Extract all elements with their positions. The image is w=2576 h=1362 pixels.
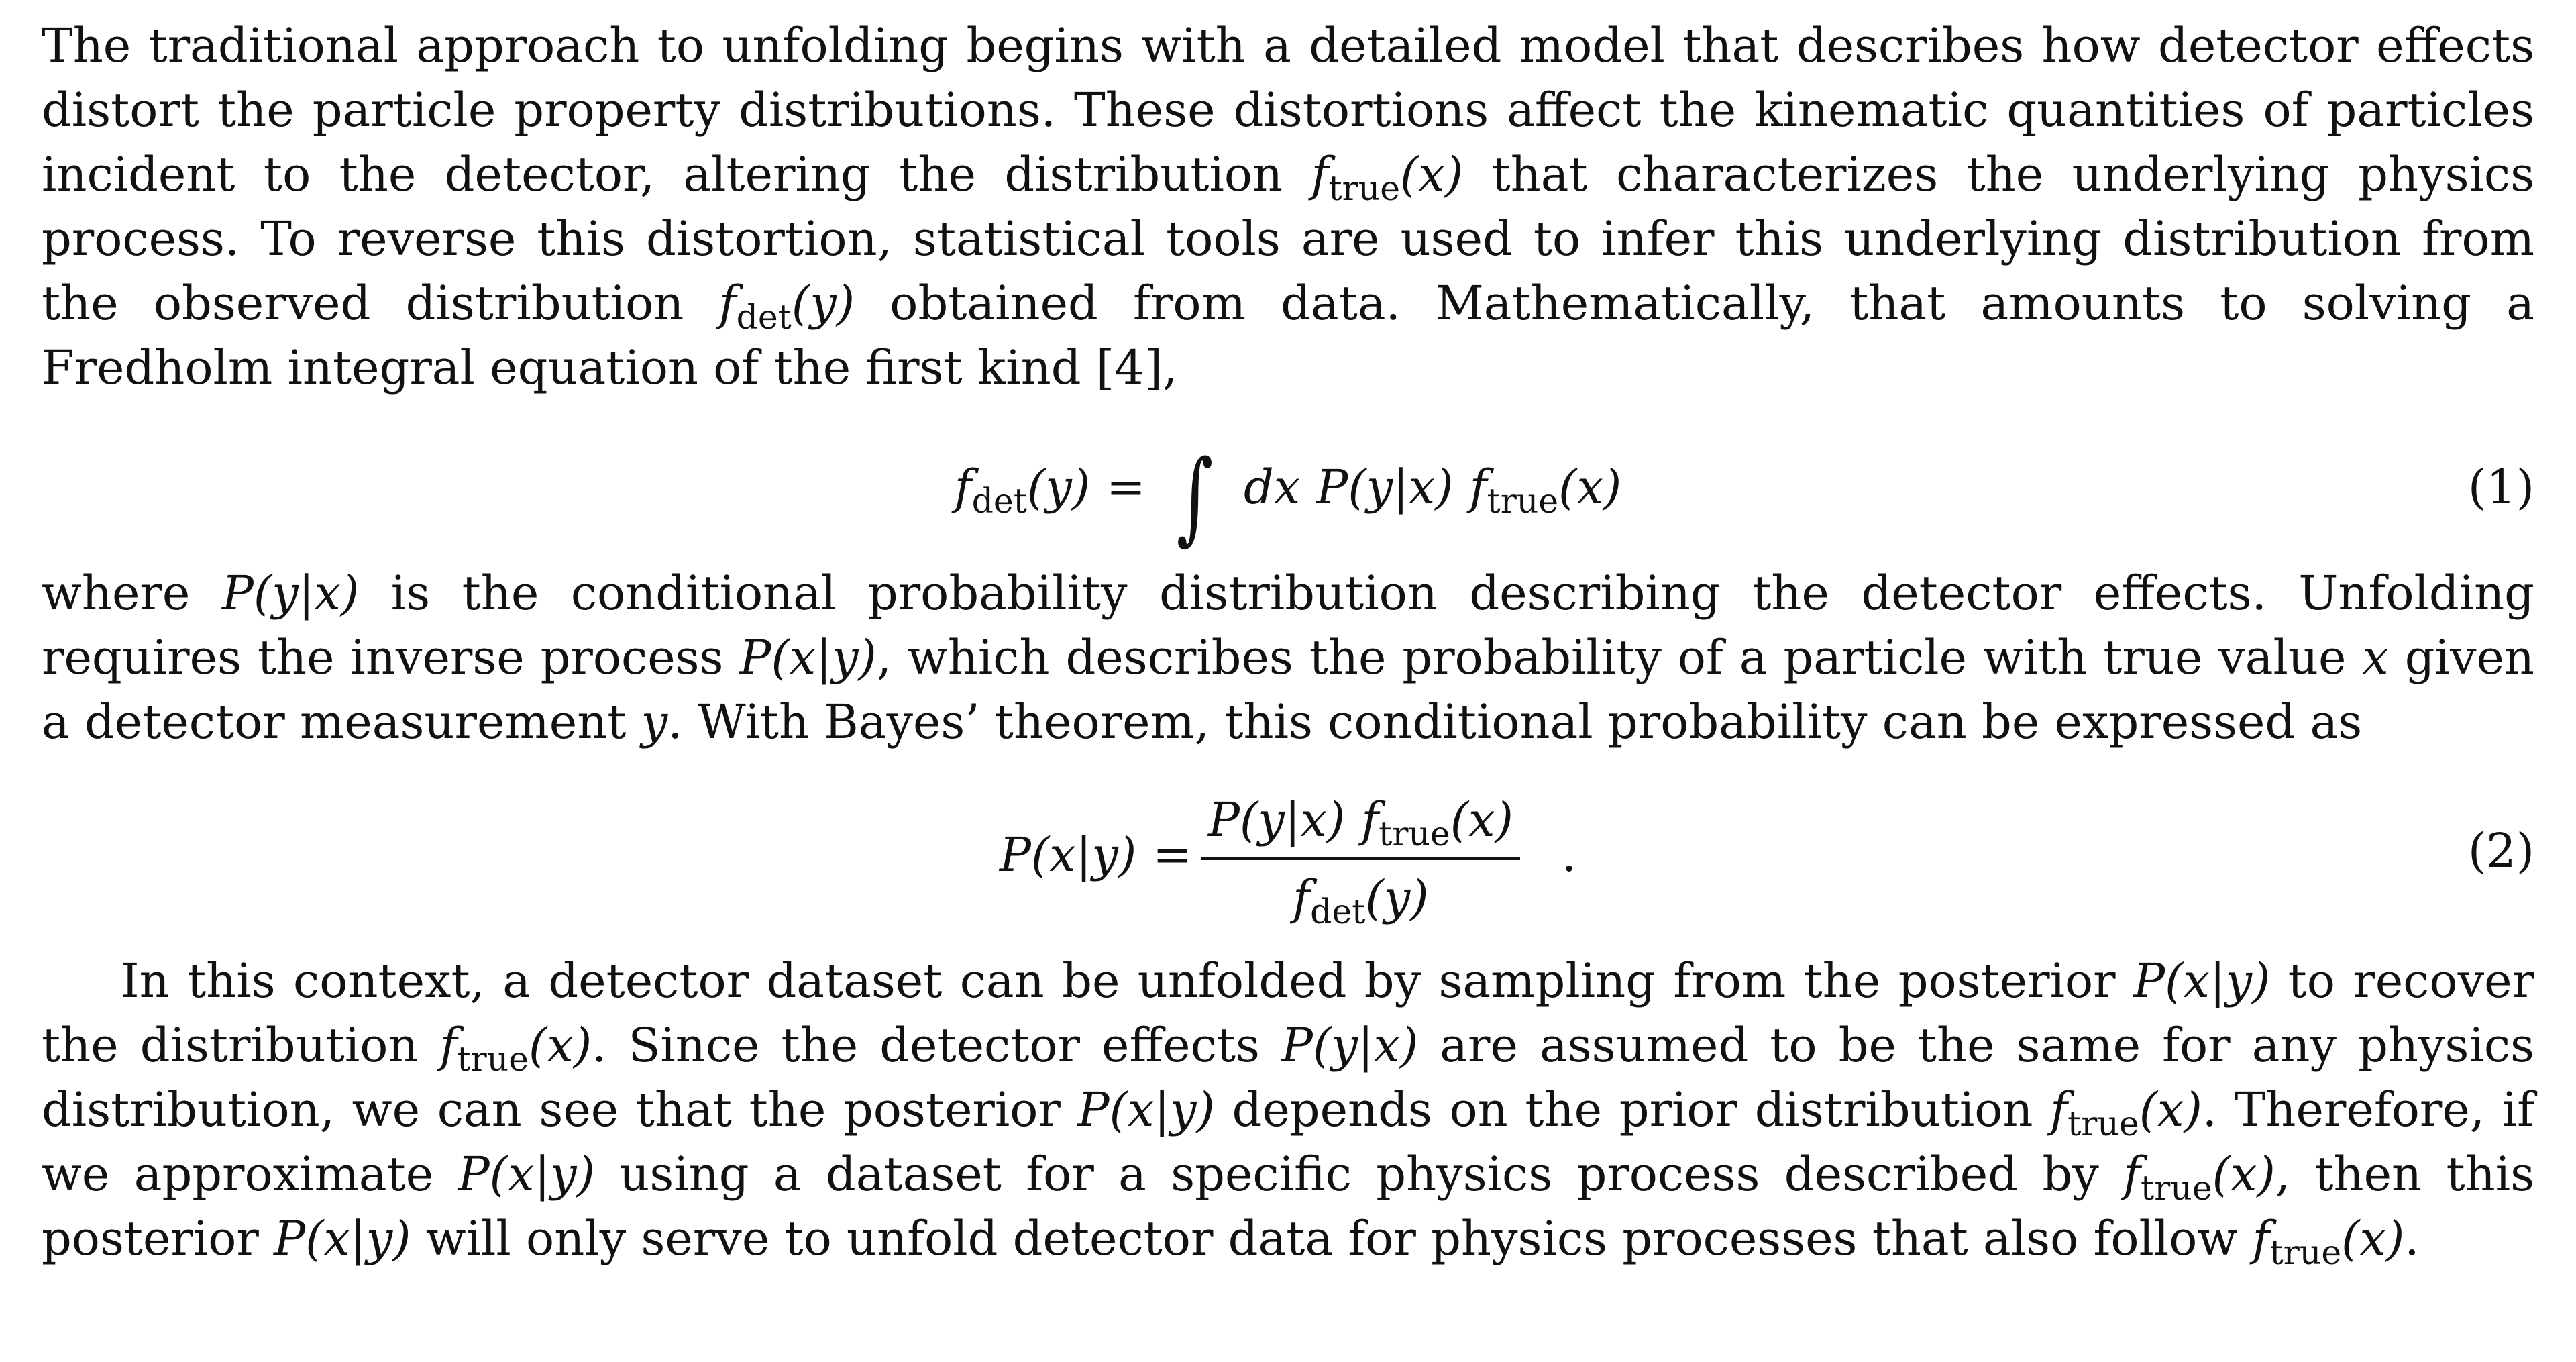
P-x-given-y: P(x|y)	[1077, 1082, 1215, 1137]
P-y-given-x: P(y|x)	[1281, 1018, 1419, 1073]
f-true-of-x: $f_{true}(x)$	[2050, 1082, 2202, 1144]
paragraph-text: where	[42, 566, 222, 621]
f-true-of-x: $f_{true}(x)$	[1469, 460, 1622, 521]
f-det-of-y: $f_{det}(y)$	[718, 276, 855, 337]
f-true-of-x: $f_{true}(x)$	[2123, 1147, 2275, 1208]
P-x-given-y: P(x|y)	[999, 827, 1137, 882]
paragraph-text: is the conditional probability distribution describing the detector effects. Unfolding requires the inverse process	[42, 566, 2534, 685]
paragraph-text: , then this posterior	[42, 1147, 2535, 1266]
paragraph-text: given a detector measurement	[42, 630, 2535, 749]
P-x-given-y: P(x|y)	[458, 1147, 595, 1202]
fredholm-equation: $f_{det}(y)$ = ∫ dx P(y|x) $f_{true}(x)$	[954, 439, 1622, 556]
f-det-of-y: $f_{det}(y)$	[954, 460, 1091, 521]
dx: dx	[1243, 460, 1301, 515]
equals-sign: =	[1106, 460, 1146, 515]
f-true-of-x: $f_{true}(x)$	[1311, 147, 1464, 209]
f-true-of-x: $f_{true}(x)$	[2252, 1211, 2405, 1273]
equation-number-1: (1)	[2467, 460, 2534, 515]
paragraph-text: depends on the prior distribution	[1214, 1082, 2051, 1137]
paragraph-text: In this context, a detector dataset can be unfolded by sampling from the posterior	[121, 953, 2133, 1008]
paragraph-bayes	[42, 561, 2534, 754]
P-y-given-x: P(y|x)	[1316, 460, 1454, 515]
equation-2	[42, 761, 2534, 942]
P-x-given-y: P(x|y)	[739, 630, 877, 685]
bayes-equation	[42, 789, 2534, 932]
paragraph-intro	[42, 13, 2534, 400]
paragraph-text: will only serve to unfold detector data for physics processes that also follow	[411, 1211, 2253, 1266]
paragraph-text: to recover the distribution	[42, 953, 2534, 1073]
paragraph-text: using a dataset for a specific physics process described by	[594, 1147, 2124, 1202]
P-y-given-x: P(y|x)	[221, 566, 360, 621]
fraction-numerator: P(y|x) $f_{true}(x)$	[1201, 789, 1520, 860]
paragraph-text: that characterizes the underlying physics process. To reverse this distortion, statistical tools are used to infer this underlying distribution from the observed distribution	[42, 147, 2535, 331]
paragraph-text: The traditional approach to unfolding begins with a detailed model that describes how detector effects distort the particle property distributions. These distortions affect the kinematic quantities of particles incident to the detector, altering the distribution	[42, 18, 2534, 202]
paragraph-text: . Therefore, if we approximate	[42, 1082, 2534, 1202]
var-y: y	[641, 694, 668, 749]
paragraph-text: obtained from data. Mathematically, that amounts to solving a Fredholm integral equation of the first kind [4],	[42, 276, 2534, 395]
fraction	[1201, 789, 1520, 932]
P-x-given-y: P(x|y)	[2133, 953, 2271, 1008]
paragraph-text: . With Bayes’ theorem, this conditional probability can be expressed as	[667, 694, 2363, 749]
paragraph-text: are assumed to be the same for any physics distribution, we can see that the posterior	[42, 1018, 2534, 1137]
fraction-denominator: $f_{det}(y)$	[1293, 870, 1429, 932]
paragraph-posterior	[42, 949, 2534, 1271]
document-page	[42, 13, 2534, 1271]
paragraph-text: .	[2404, 1211, 2420, 1266]
equation-period: .	[1561, 827, 1577, 882]
equation-1	[42, 420, 2534, 561]
f-true-of-x: $f_{true}(x)$	[439, 1018, 592, 1080]
paragraph-text: . Since the detector effects	[592, 1018, 1281, 1073]
equation-number-2: (2)	[2467, 823, 2534, 878]
paragraph-text: , which describes the probability of a particle with true value	[876, 630, 2363, 685]
var-x: x	[2362, 630, 2389, 685]
equals-sign: =	[1152, 827, 1192, 882]
P-x-given-y: P(x|y)	[274, 1211, 411, 1266]
